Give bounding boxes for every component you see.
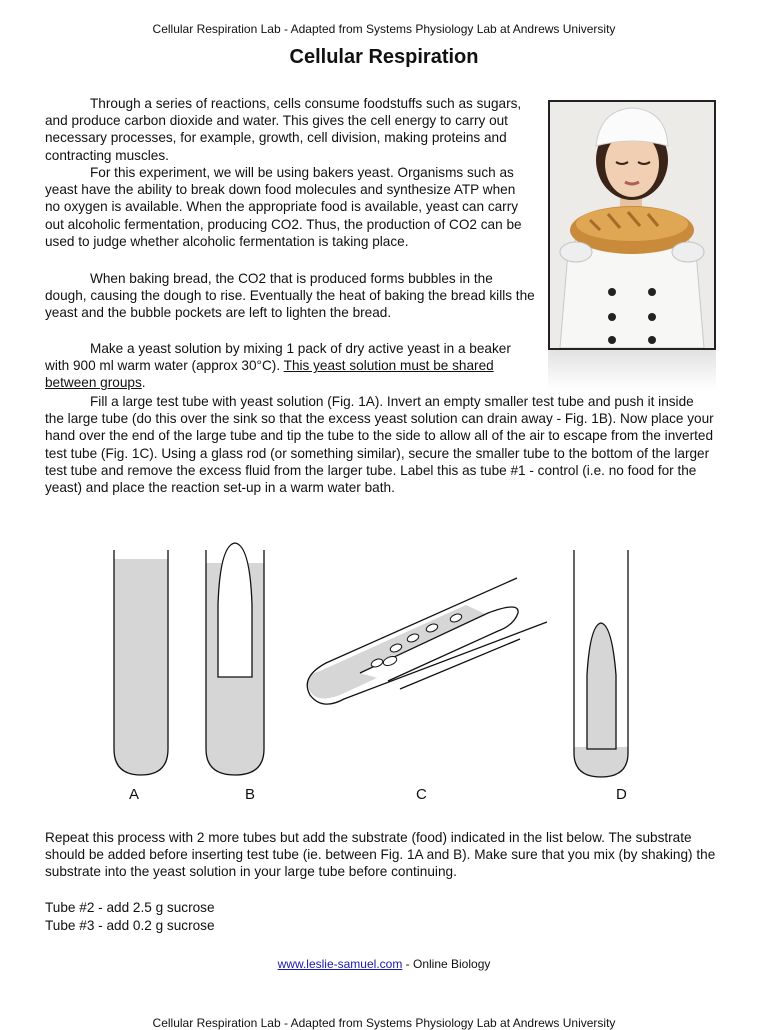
procedure-paragraph: Fill a large test tube with yeast solution (Fig. 1A). Invert an empty smaller test tube and push it inside the large tube (do this over the sink so that the excess yeast solution can drain away - Fig. 1B). Now place your hand over the end of the large tube and tip the tube to the side to allow all of the air to escape from the inverted test tube (Fig. 1C). Using a glass rod (or something similar), secure the smaller tube to the bottom of the larger test tube and remove the excess fluid from the larger tube. Label this as tube #1 - control (i.e. no food for the yeast) and place the reaction set-up in a warm water bath. <box>45 394 714 496</box>
solution-text: Make a yeast solution by mixing 1 pack of dry active yeast in a beaker with 900 ml warm water (approx 30°C). <box>45 341 511 374</box>
figure-label-a: A <box>129 786 140 803</box>
figure-label-b: B <box>245 786 256 803</box>
repeat-paragraph: Repeat this process with 2 more tubes but add the substrate (food) indicated in the list below. The substrate should be added before inserting test tube (ie. between Fig. 1A and B). Make sure that you mix (by shaking) the substrate into the yeast solution in your large tube before continuing. <box>45 830 716 880</box>
photo-reflection <box>548 350 716 390</box>
intro-paragraph-1: Through a series of reactions, cells consume foodstuffs such as sugars, and produce carbon dioxide and water. This gives the cell energy to carry out necessary processes, for example, growth, cell division, making proteins and contracting muscles. <box>45 96 522 163</box>
intro-paragraph-3: When baking bread, the CO2 that is produced forms bubbles in the dough, causing the dough to rise. Eventually the heat of baking the bread kills the yeast and the bubble pockets are left to lighten the bread. <box>45 271 535 321</box>
next-page-header: Cellular Respiration Lab - Adapted from Systems Physiology Lab at Andrews University <box>152 1016 616 1030</box>
running-header: Cellular Respiration Lab - Adapted from Systems Physiology Lab at Andrews University <box>152 22 616 36</box>
footer <box>0 957 768 971</box>
figure-label-d: D <box>616 786 627 803</box>
tube-2-line: Tube #2 - add 2.5 g sucrose <box>45 900 215 915</box>
baker-illustration <box>550 102 714 348</box>
solution-paragraph <box>45 340 535 392</box>
solution-period: . <box>141 375 146 391</box>
page-title: Cellular Respiration <box>289 46 479 68</box>
intro-paragraph-2: For this experiment, we will be using bakers yeast. Organisms such as yeast have the ability to break down food molecules and synthesize ATP when no oxygen is available. When the appropriate food is available, yeast can carry out alcoholic fermentation, producing CO2. Thus, the production of CO2 can be used to judge whether alcoholic fermentation is taking place. <box>45 165 522 249</box>
baker-photo <box>548 100 716 350</box>
tube-b <box>206 543 264 775</box>
test-tube-figure <box>0 535 768 795</box>
solution-underlined-note: This yeast solution must be shared between groups <box>45 358 494 391</box>
tube-3-line: Tube #3 - add 0.2 g sucrose <box>45 918 215 933</box>
tube-d <box>574 550 628 777</box>
website-link[interactable]: www.leslie-samuel.com <box>277 957 403 971</box>
footer-suffix: - Online Biology <box>402 957 491 971</box>
figure-label-c: C <box>416 786 427 803</box>
tube-a <box>114 550 168 775</box>
tube-c <box>307 578 547 704</box>
